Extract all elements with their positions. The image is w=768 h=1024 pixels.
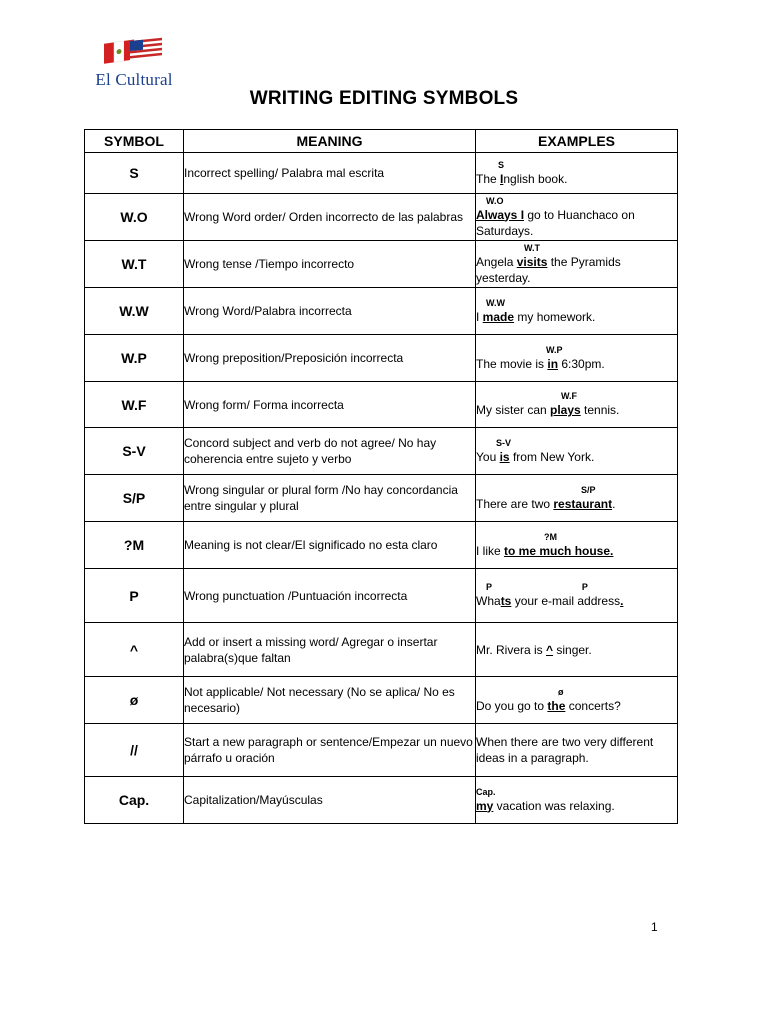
symbol-cell: S-V	[85, 428, 184, 475]
example-text: My sister can	[476, 403, 551, 417]
correction-mark: S/P	[581, 484, 596, 495]
flags-logo-icon	[102, 34, 166, 64]
correction-mark: S-V	[496, 437, 512, 448]
example-text: concerts?	[565, 698, 621, 713]
example-cell	[476, 335, 678, 382]
example-sentence	[476, 310, 595, 324]
example-text: I	[476, 309, 483, 324]
header-symbol: SYMBOL	[85, 130, 184, 153]
correction-mark: W.W	[486, 297, 505, 308]
correction-mark: Cap.	[476, 786, 496, 797]
meaning-cell: Wrong form/ Forma incorrecta	[184, 382, 476, 428]
table-row	[85, 677, 678, 724]
example-error-word: made	[482, 309, 515, 324]
table-row	[85, 623, 678, 677]
example-text: You	[476, 449, 500, 464]
table-row	[85, 241, 678, 288]
logo-brand-text: El Cultural	[95, 70, 173, 89]
example-cell	[476, 475, 678, 522]
example-sentence	[476, 594, 623, 608]
symbol-cell: W.W	[85, 288, 184, 335]
example-sentence	[476, 450, 594, 464]
example-cell	[476, 153, 678, 194]
editing-symbols-table	[84, 129, 678, 824]
example-error-word: to me much house.	[504, 543, 614, 558]
example-cell	[476, 677, 678, 724]
correction-mark: S	[498, 159, 505, 170]
example-text: Wha	[476, 594, 501, 608]
example-error-word: ts	[500, 594, 512, 608]
example-error-word: restaurant	[553, 496, 613, 511]
meaning-cell: Wrong singular or plural form /No hay concordancia entre singular y plural	[184, 475, 476, 522]
symbol-cell: ^	[85, 623, 184, 677]
meaning-cell: Wrong tense /Tiempo incorrecto	[184, 241, 476, 288]
example-cell	[476, 194, 678, 241]
el-cultural-logo	[88, 28, 180, 90]
symbol-cell: ?M	[85, 522, 184, 569]
table-row	[85, 194, 678, 241]
correction-mark: W.F	[561, 391, 577, 401]
example-text: .	[612, 496, 616, 511]
example-text: nglish book.	[503, 171, 568, 186]
example-error-word: my	[476, 798, 494, 813]
table-row	[85, 724, 678, 777]
example-error-word: Always I	[476, 207, 525, 222]
example-cell	[476, 288, 678, 335]
example-error-word: .	[620, 594, 624, 608]
meaning-cell: Wrong Word order/ Orden incorrecto de las palabras	[184, 194, 476, 241]
symbol-cell: W.O	[85, 194, 184, 241]
example-sentence	[476, 643, 592, 657]
example-text: go to Huanchaco on Saturdays.	[476, 207, 635, 238]
table-row	[85, 522, 678, 569]
example-cell	[476, 522, 678, 569]
correction-mark: W.O	[486, 195, 504, 206]
example-text: from New York.	[509, 449, 595, 464]
example-error-word: the	[547, 698, 566, 713]
example-sentence	[476, 172, 567, 186]
symbol-cell: P	[85, 569, 184, 623]
table-row	[85, 153, 678, 194]
example-text: There are two	[476, 496, 554, 511]
example-sentence	[476, 735, 653, 765]
page-number: 1	[651, 920, 658, 934]
example-sentence	[476, 255, 621, 285]
example-error-word: plays	[550, 403, 581, 417]
meaning-cell: Not applicable/ Not necessary (No se aplica/ No es necesario)	[184, 677, 476, 724]
correction-mark: W.T	[524, 242, 540, 253]
table-row	[85, 475, 678, 522]
example-text: my homework.	[514, 309, 596, 324]
example-text: I like	[476, 543, 505, 558]
symbol-cell: W.F	[85, 382, 184, 428]
example-text: your e-mail address	[511, 594, 621, 608]
meaning-cell: Start a new paragraph or sentence/Empezar un nuevo párrafo u oración	[184, 724, 476, 777]
example-cell	[476, 569, 678, 623]
table-row	[85, 777, 678, 824]
example-cell	[476, 724, 678, 777]
correction-mark: ?M	[544, 531, 557, 542]
example-sentence	[476, 799, 615, 813]
example-cell	[476, 623, 678, 677]
table-row	[85, 335, 678, 382]
example-error-word: I	[500, 171, 504, 186]
example-text: 6:30pm.	[558, 356, 605, 371]
table-row	[85, 382, 678, 428]
example-text: Mr. Rivera is	[476, 642, 547, 657]
example-text: singer.	[553, 642, 592, 657]
page-title: WRITING EDITING SYMBOLS	[249, 88, 519, 109]
meaning-cell: Incorrect spelling/ Palabra mal escrita	[184, 153, 476, 194]
example-sentence	[476, 357, 605, 371]
example-sentence	[476, 497, 615, 511]
header-examples: EXAMPLES	[476, 130, 678, 153]
example-text: Angela	[476, 254, 517, 269]
example-cell	[476, 428, 678, 475]
example-text: The	[476, 171, 501, 186]
table-row	[85, 569, 678, 623]
example-sentence	[476, 403, 619, 417]
meaning-cell: Wrong Word/Palabra incorrecta	[184, 288, 476, 335]
example-cell	[476, 777, 678, 824]
example-text: Do you go to	[476, 698, 548, 713]
example-sentence	[476, 699, 621, 713]
symbol-cell: W.T	[85, 241, 184, 288]
symbol-cell: //	[85, 724, 184, 777]
correction-mark: ø	[558, 686, 564, 697]
example-error-word: in	[547, 356, 559, 371]
example-text: The movie is	[476, 356, 548, 371]
example-error-word: is	[499, 449, 510, 464]
symbol-cell: Cap.	[85, 777, 184, 824]
symbol-cell: S	[85, 153, 184, 194]
example-text: vacation was relaxing.	[493, 798, 615, 813]
symbol-cell: ø	[85, 677, 184, 724]
table-header-row	[85, 130, 678, 153]
meaning-cell: Add or insert a missing word/ Agregar o insertar palabra(s)que faltan	[184, 623, 476, 677]
correction-mark: W.P	[546, 344, 563, 355]
example-sentence	[476, 208, 635, 238]
example-cell	[476, 382, 678, 428]
meaning-cell: Wrong punctuation /Puntuación incorrecta	[184, 569, 476, 623]
meaning-cell: Wrong preposition/Preposición incorrecta	[184, 335, 476, 382]
example-text: the Pyramids yesterday.	[476, 254, 621, 285]
example-error-word: visits	[516, 254, 548, 269]
example-text: tennis.	[580, 403, 620, 417]
header-meaning: MEANING	[184, 130, 476, 153]
symbol-cell: S/P	[85, 475, 184, 522]
correction-mark: P P	[486, 582, 588, 592]
table-row	[85, 428, 678, 475]
meaning-cell: Meaning is not clear/El significado no esta claro	[184, 522, 476, 569]
meaning-cell: Capitalization/Mayúsculas	[184, 777, 476, 824]
meaning-cell: Concord subject and verb do not agree/ No hay coherencia entre sujeto y verbo	[184, 428, 476, 475]
table-row	[85, 288, 678, 335]
symbol-cell: W.P	[85, 335, 184, 382]
example-sentence	[476, 544, 613, 558]
example-cell	[476, 241, 678, 288]
example-error-word: ^	[546, 642, 554, 657]
example-text: When there are two very different ideas in a paragraph.	[476, 735, 654, 765]
